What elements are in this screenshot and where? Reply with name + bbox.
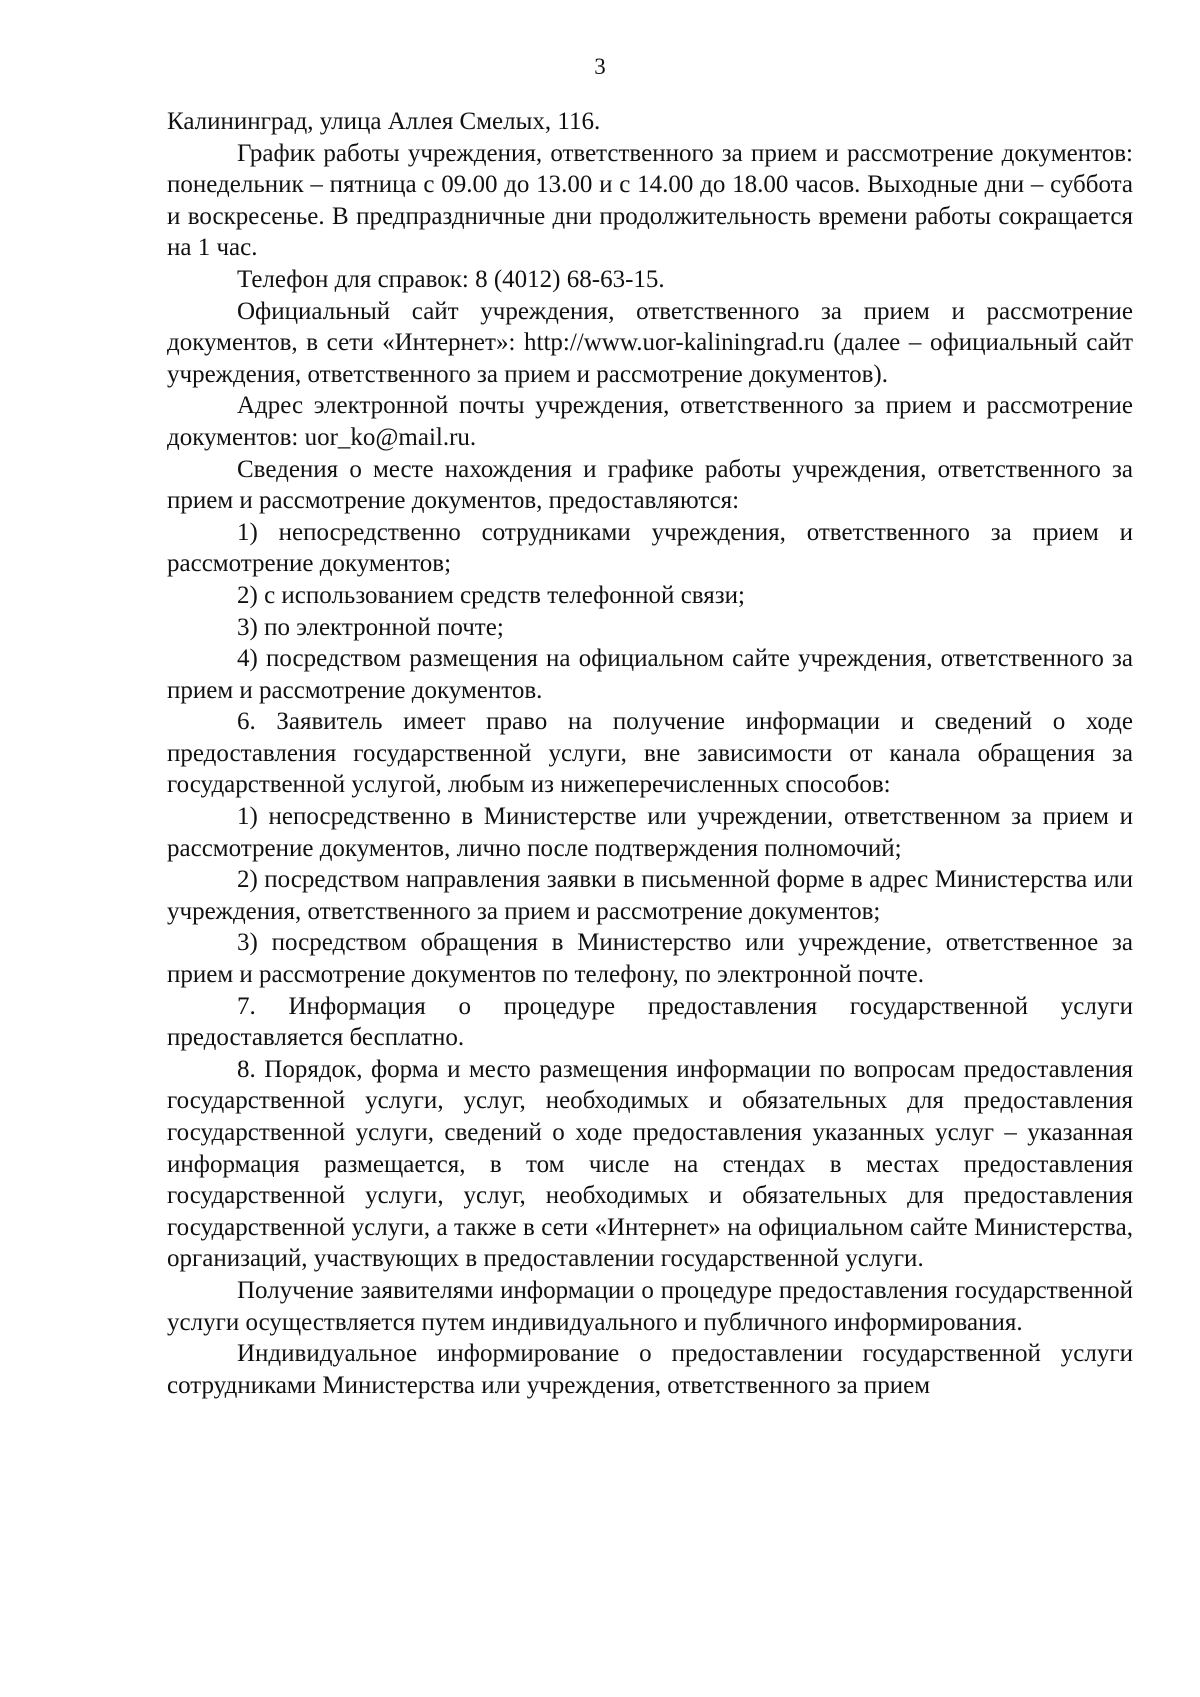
paragraph-informing-methods: Получение заявителями информации о процедуре предоставления государственной услуги осуществляется путем индивидуального и публичного информирования. bbox=[167, 1276, 1133, 1336]
page-number: 3 bbox=[594, 54, 606, 79]
paragraph-official-site: Официальный сайт учреждения, ответственного за прием и рассмотрение документов, в сети «Интернет»: http://www.uor-kaliningrad.ru (далее – официальный сайт учреждения, ответственного за прием и рассмотрение документов). bbox=[167, 297, 1133, 388]
paragraph-info-provided: Сведения о месте нахождения и графике работы учреждения, ответственного за прием и рассмотрение документов, предоставляются: bbox=[167, 455, 1133, 515]
clause-6-item-2: 2) посредством направления заявки в письменной форме в адрес Министерства или учреждения, ответственного за прием и рассмотрение документов; bbox=[167, 866, 1133, 925]
paragraph-email: Адрес электронной почты учреждения, ответственного за прием и рассмотрение документов: uor_ko@mail.ru. bbox=[167, 392, 1133, 451]
clause-6-item-3: 3) посредством обращения в Министерство или учреждение, ответственное за прием и рассмотрение документов по телефону, по электронной почте. bbox=[167, 929, 1133, 989]
list-item-4-website: 4) посредством размещения на официальном сайте учреждения, ответственного за прием и рассмотрение документов. bbox=[167, 645, 1133, 704]
list-item-3-email: 3) по электронной почте; bbox=[237, 613, 504, 641]
list-item-2-phone: 2) с использованием средств телефонной связи; bbox=[237, 581, 745, 609]
document-body bbox=[167, 106, 1133, 1401]
list-item-1-staff: 1) непосредственно сотрудниками учреждения, ответственного за прием и рассмотрение документов; bbox=[167, 518, 1133, 578]
paragraph-address-continuation: Калининград, улица Аллея Смелых, 116. bbox=[167, 108, 601, 135]
paragraph-phone: Телефон для справок: 8 (4012) 68-63-15. bbox=[237, 265, 665, 293]
paragraph-individual-informing: Индивидуальное информирование о предоставлении государственной услуги сотрудниками Министерства или учреждения, ответственного за прием bbox=[167, 1340, 1133, 1399]
paragraph-work-schedule: График работы учреждения, ответственного за прием и рассмотрение документов: понедельник – пятница с 09.00 до 13.00 и с 14.00 до 18.00 часов. Выходные дни – суббота и воскресенье. В предпраздничные дни продолжительность времени работы сокращается на 1 час. bbox=[167, 139, 1133, 262]
clause-8: 8. Порядок, форма и место размещения информации по вопросам предоставления государственной услуги, услуг, необходимых и обязательных для предоставления государственной услуги, сведений о ходе предоставления указанных услуг – указанная информация размещается, в том числе на стендах в местах предоставления государственной услуги, услуг, необходимых и обязательных для предоставления государственной услуги, а также в сети «Интернет» на официальном сайте Министерства, организаций, участвующих в предоставлении государственной услуги. bbox=[167, 1055, 1133, 1273]
clause-6: 6. Заявитель имеет право на получение информации и сведений о ходе предоставления государственной услуги, вне зависимости от канала обращения за государственной услугой, любым из нижеперечисленных способов: bbox=[167, 708, 1133, 799]
clause-6-item-1: 1) непосредственно в Министерстве или учреждении, ответственном за прием и рассмотрение документов, лично после подтверждения полномочий; bbox=[167, 803, 1133, 862]
clause-7: 7. Информация о процедуре предоставления государственной услуги предоставляется бесплатно. bbox=[167, 992, 1133, 1052]
